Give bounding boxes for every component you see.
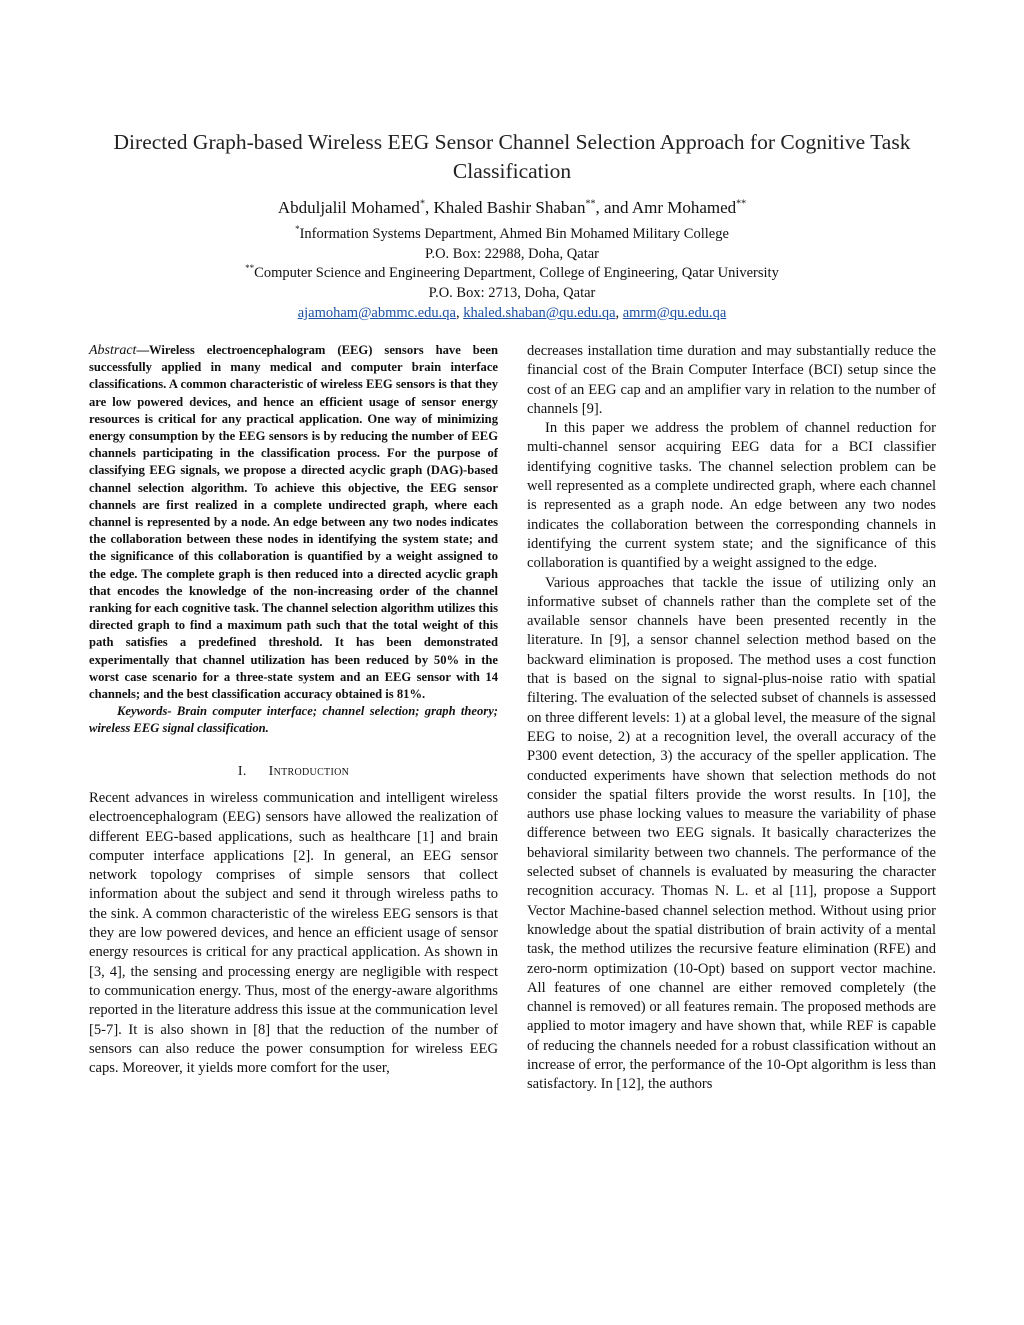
email-separator: , [615,304,623,321]
body-paragraph: Various approaches that tackle the issue of utilizing only an informative subset of channels rather than the complete set of the available sensor channels have been presented recently in the literature. In [9], a sensor channel selection method based on the backward elimination is proposed. The method uses a cost function that is based on the signal to signal-plus-noise ratio with spatial filtering. The evaluation of the selected subset of channels is assessed on three different levels: 1) at a global level, the measure of the signal EEG to noise, 2) at a recognition level, the overall accuracy of the P300 event detection, 3) the accuracy of the speller application. The conducted experiments have shown that selection methods do not consider the spatial filters provide the worst results. In [10], the authors use phase locking values to measure the variability of phase difference between two EEG signals. It basically characterizes the behavioral similarity between two channels. The performance of the selected subset of channels is evaluated by measuring the character recognition accuracy. Thomas N. L. et al [11], propose a Support Vector Machine-based channel selection method. Without using prior knowledge about the spatial distribution of brain activity of a mental task, the method utilizes the recursive feature elimination (RFE) and zero-norm optimization (10-Opt) based on support vector machine. All features of one channel are either removed completely (the channel is removed) or all features remain. The proposed methods are applied to motor imagery and have shown that, while REF is capable of reducing the channels needed for a robust classification without an increase of error, the performance of the 10-Opt algorithm is less than satisfactory. In [12], the authors [527,574,936,1093]
paper-title: Directed Graph-based Wireless EEG Sensor Channel Selection Approach for Cognitive Task Classification [113,130,911,183]
left-column [89,342,498,1078]
email-link[interactable]: amrm@qu.edu.qa [622,304,727,321]
affiliation-mark: * [295,224,300,235]
body-paragraph: decreases installation time duration and may substantially reduce the financial cost of the Brain Computer Interface (BCI) setup since the cost of an EEG cap and an amplifier vary in relation to the number of channels [9]. [527,343,936,417]
affiliation-mark: ** [245,263,255,274]
email-link[interactable]: ajamoham@abmmc.edu.qa [297,304,456,321]
affiliation-department: Computer Science and Engineering Department, College of Engineering, Qatar University [254,265,779,282]
section-title: Introduction [268,763,350,779]
abstract [89,342,498,703]
abstract-lead: Abstract [89,343,137,358]
email-separator: , [455,304,464,321]
author-name: Amr Mohamed [631,198,737,217]
keywords: Keywords- Brain computer interface; channel selection; graph theory; wireless EEG signal classification. [89,704,498,736]
author-separator: , and [595,198,632,217]
body-paragraph: In this paper we address the problem of channel reduction for multi-channel sensor acquiring EEG data for a BCI classifier identifying cognitive tasks. The channel selection problem can be well represented as a complete undirected graph, where each channel is represented as a graph node. An edge between any two nodes indicates the collaboration between the corresponding channels in identifying the current system state; and the significance of this collaboration is quantified by a weight assigned to the edge. [527,420,936,572]
affiliation-department: Information Systems Department, Ahmed Bin Mohamed Military College [299,226,729,242]
affiliation-line [100,264,924,284]
affiliation-address: P.O. Box: 22988, Doha, Qatar [425,245,599,262]
abstract-dash: — [136,343,150,357]
section-heading [89,762,498,781]
body-paragraph: Recent advances in wireless communication and intelligent wireless electroencephalogram (EEG) sensors have allowed the realization of different EEG-based applications, such as healthcare [1] and brain computer interface applications [2]. In general, an EEG sensor network topology comprises of simple sensors that collect information about the subject and send it through wireless paths to the sink. A common characteristic of the wireless EEG sensors is that they are low powered devices, and hence an efficient usage of sensor energy resources is critical for any practical application. As shown in [3, 4], the sensing and processing energy are negligible with respect to communication energy. Thus, most of the energy-aware algorithms reported in the literature address this issue at the communication level [5-7]. It is also shown in [8] that the reduction of the number of sensors can also reduce the power consumption for wireless EEG caps. Moreover, it yields more comfort for the user, [89,789,498,1077]
author-name: Khaled Bashir Shaban [433,198,586,217]
author-mark: ** [736,198,747,210]
author-list [100,196,924,220]
abstract-text: Wireless electroencephalogram (EEG) sensors have been successfully applied in many medical and computer brain interface classifications. A common characteristic of wireless EEG sensors is that they are low powered devices, and hence an efficient usage of sensor energy resources is critical for any practical application. One way of minimizing energy consumption by the EEG sensors is by reducing the number of EEG channels participating in the classification process. For the purpose of classifying EEG signals, we propose a directed acyclic graph (DAG)-based channel selection algorithm. To achieve this objective, the EEG sensor channels are first realized in a complete undirected graph, where each channel is represented by a node. An edge between any two nodes indicates the collaboration between these nodes in identifying the system state; and the significance of this collaboration is quantified by a weight assigned to the edge. The complete graph is then reduced into a directed acyclic graph that encodes the knowledge of the non-increasing order of the channel ranking for each cognitive task. The channel selection algorithm utilizes this directed graph to find a maximum path such that the total weight of this path satisfies a predefined threshold. It has been demonstrated experimentally that channel utilization has been reduced by 50% in the worst case scenario for a three-state system and an EEG sensor with 14 channels; and the best classification accuracy obtained is 81%. [89,343,498,702]
author-separator: , [424,198,434,217]
author-mark: ** [585,198,596,210]
affiliation-line [100,225,924,245]
email-link[interactable]: khaled.shaban@qu.edu.qa [463,304,616,321]
author-mark: * [419,198,425,210]
author-name: Abduljalil Mohamed [277,198,420,217]
affiliation-address: P.O. Box: 2713, Doha, Qatar [428,285,596,302]
email-list [100,304,924,324]
section-number: I. [237,763,247,779]
affiliations [100,225,924,324]
right-column [527,342,936,1095]
